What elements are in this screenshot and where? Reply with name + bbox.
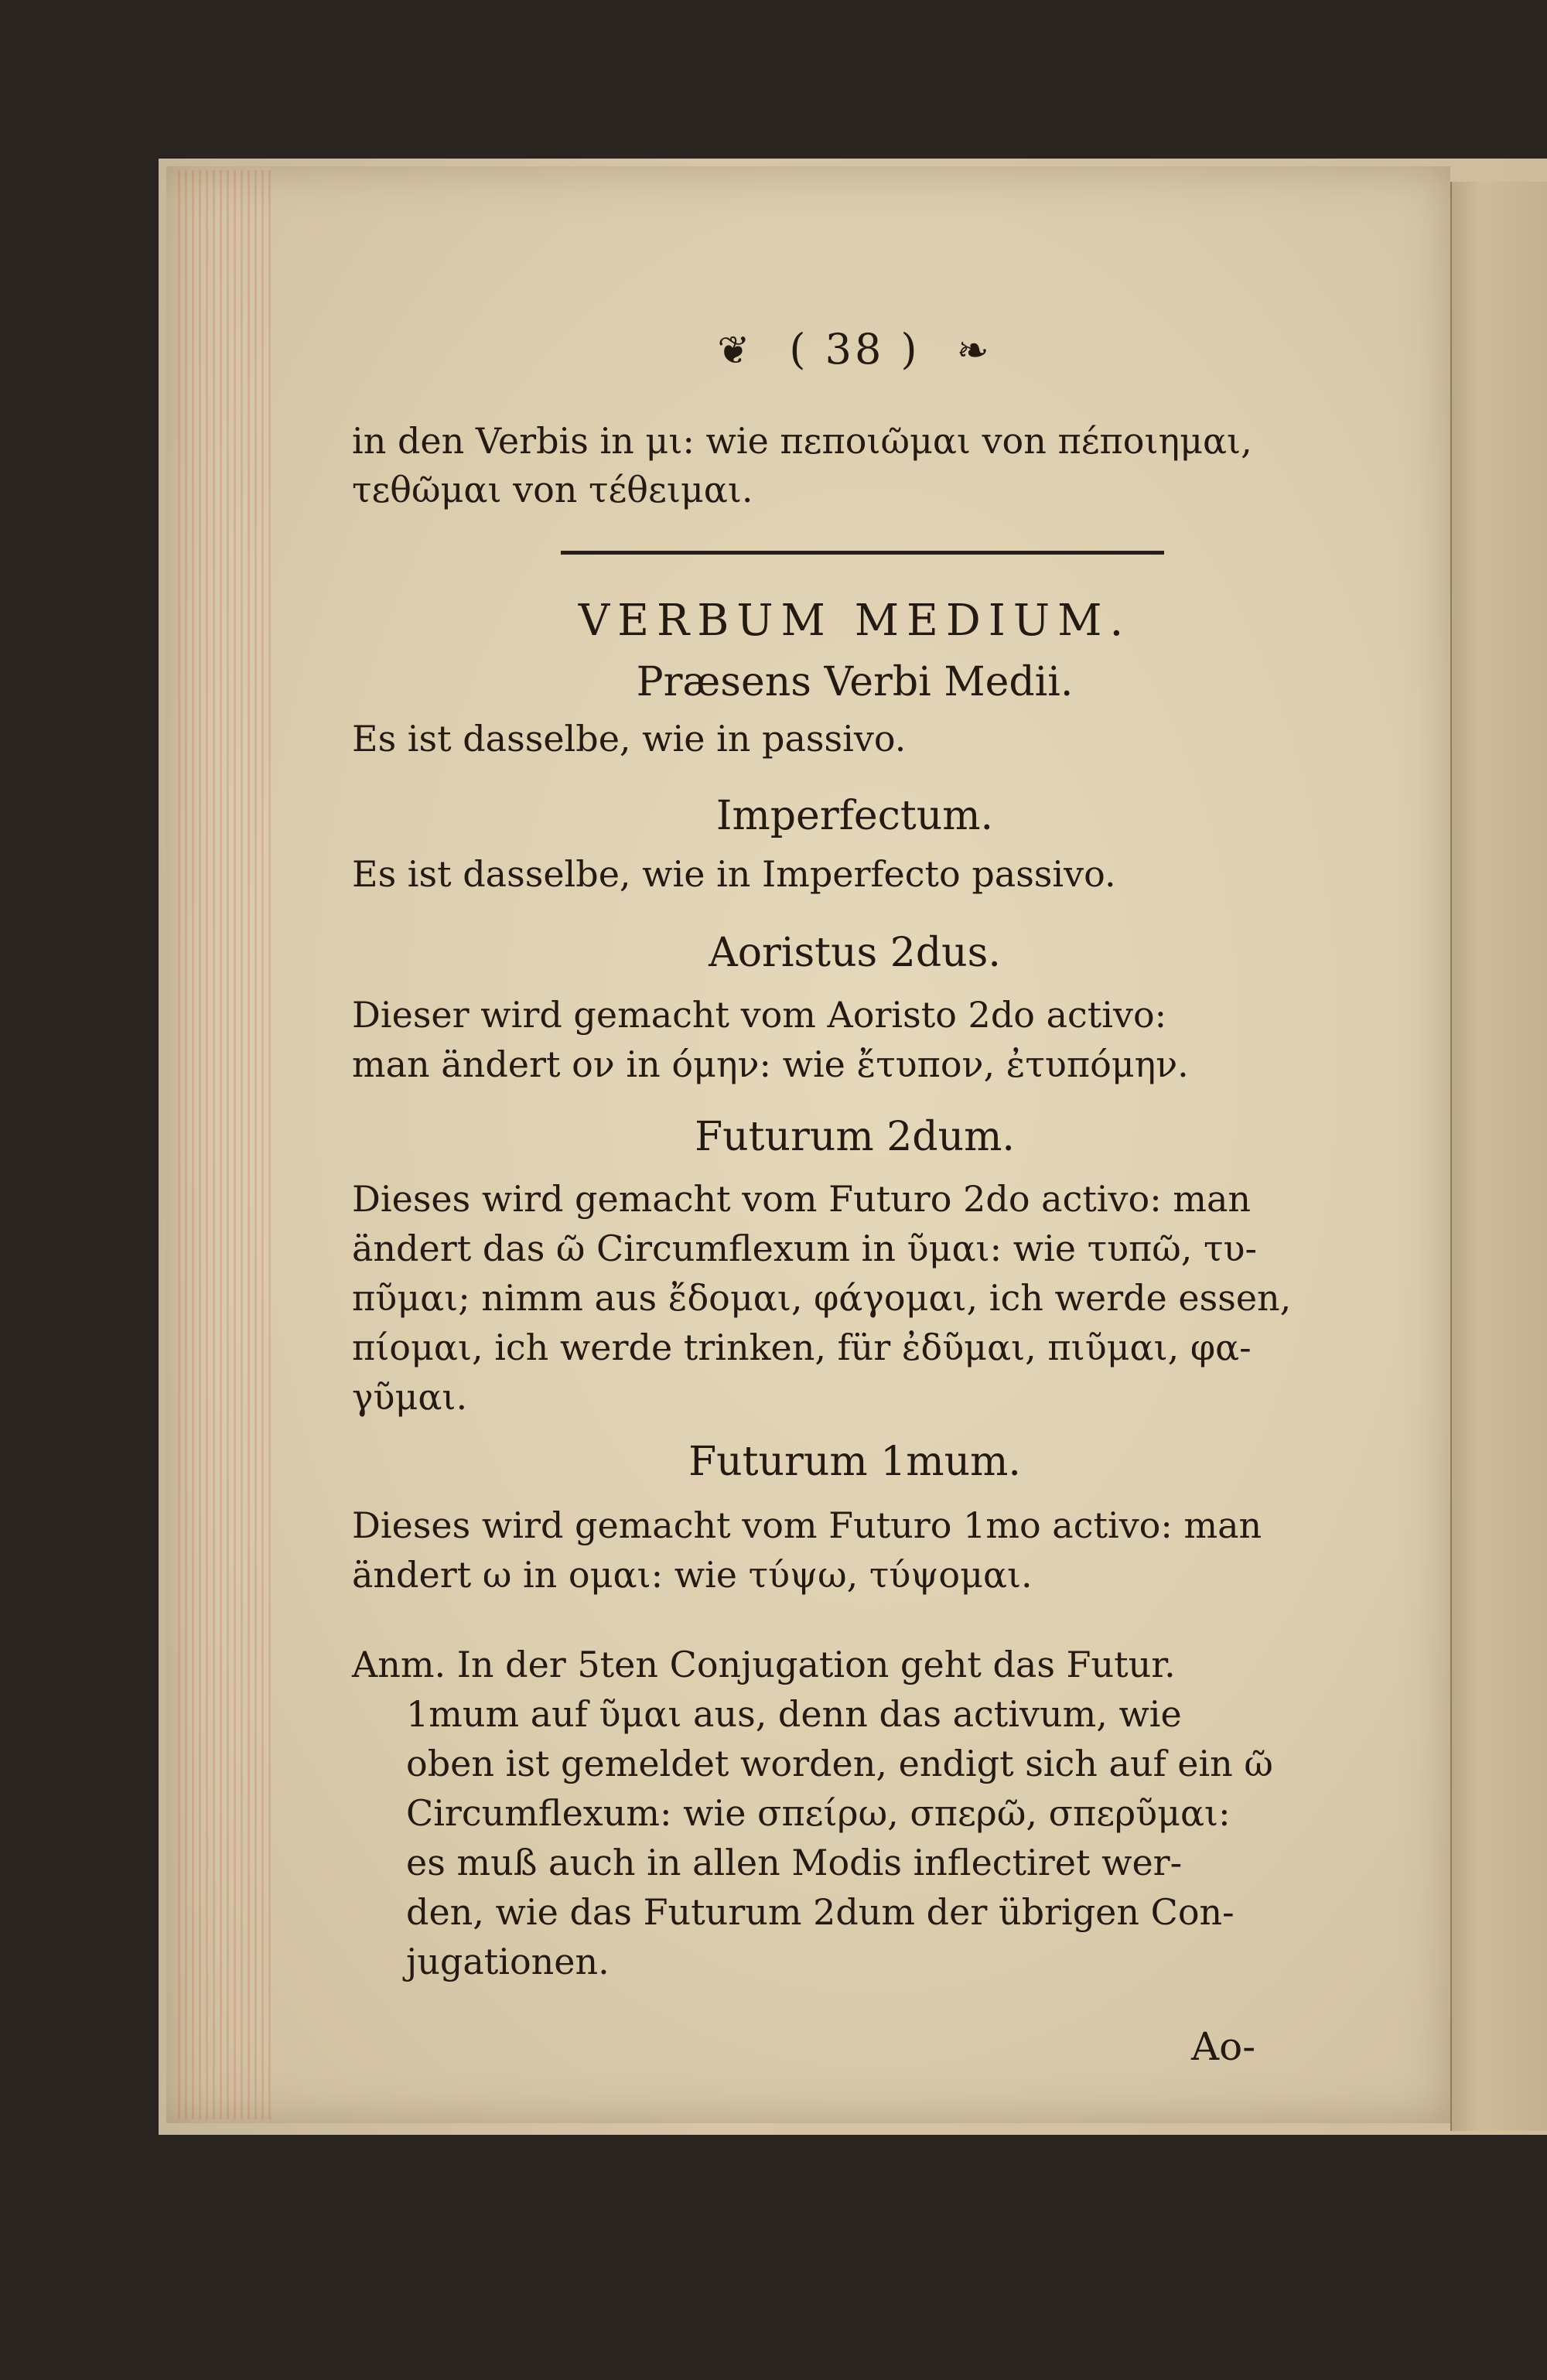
section-line: Dieses wird gemacht vom Futuro 2do activo: man — [352, 1178, 1251, 1220]
section-line: Es ist dasselbe, wie in Imperfecto passivo. — [352, 853, 1116, 895]
section-line: πίομαι, ich werde trinken, für ἐδῦμαι, πιῦμαι, φα- — [352, 1327, 1252, 1368]
section-line: ändert ω in ομαι: wie τύψω, τύψομαι. — [352, 1554, 1033, 1596]
section-line: man ändert ον in όμην: wie ἔτυπον, ἐτυπόμην. — [352, 1043, 1189, 1085]
chapter-title: VERBUM MEDIUM. — [578, 596, 1132, 646]
intro-line: τεθῶμαι von τέθειμαι. — [352, 469, 753, 510]
note-line: den, wie das Futurum 2dum der übrigen Con- — [406, 1891, 1235, 1933]
page-number: ( 38 ) — [789, 325, 920, 374]
section-heading: Imperfectum. — [715, 793, 994, 839]
section-line: ändert das ῶ Circumflexum in ῦμαι: wie τυπῶ, τυ- — [352, 1228, 1257, 1269]
right-ornament-icon: ❧ — [956, 328, 992, 373]
note-line: jugationen. — [406, 1941, 610, 1982]
section-heading: Futurum 2dum. — [695, 1114, 1015, 1160]
note-line: 1mum auf ῦμαι aus, denn das activum, wie — [406, 1693, 1182, 1735]
section-line: Dieser wird gemacht vom Aoristo 2do activo: — [352, 994, 1167, 1036]
note-line: Circumflexum: wie σπείρω, σπερῶ, σπερῦμαι: — [406, 1792, 1231, 1834]
note-line: oben ist gemeldet worden, endigt sich auf ein ῶ — [406, 1743, 1273, 1784]
note-line: Anm. In der 5ten Conjugation geht das Futur. — [352, 1644, 1176, 1685]
section-line: γῦμαι. — [352, 1376, 468, 1418]
section-line: πῦμαι; nimm aus ἔδομαι, φάγομαι, ich werde essen, — [352, 1277, 1292, 1319]
section-line: Dieses wird gemacht vom Futuro 1mo activo: man — [352, 1504, 1262, 1546]
section-heading: Aoristus 2dus. — [709, 930, 1001, 976]
catchword: Ao- — [1191, 2024, 1256, 2069]
section-heading: Futurum 1mum. — [688, 1439, 1021, 1485]
intro-line: in den Verbis in μι: wie πεποιῶμαι von πέποιημαι, — [352, 420, 1252, 462]
running-header — [352, 325, 1357, 374]
next-page-edge — [1450, 182, 1547, 2131]
left-ornament-icon: ❦ — [717, 328, 753, 373]
note-line: es muß auch in allen Modis inflectiret wer- — [406, 1842, 1183, 1883]
page-edge-stack — [178, 170, 271, 2119]
section-line: Es ist dasselbe, wie in passivo. — [352, 718, 907, 760]
section-heading: Præsens Verbi Medii. — [636, 659, 1074, 705]
section-rule — [561, 551, 1164, 555]
